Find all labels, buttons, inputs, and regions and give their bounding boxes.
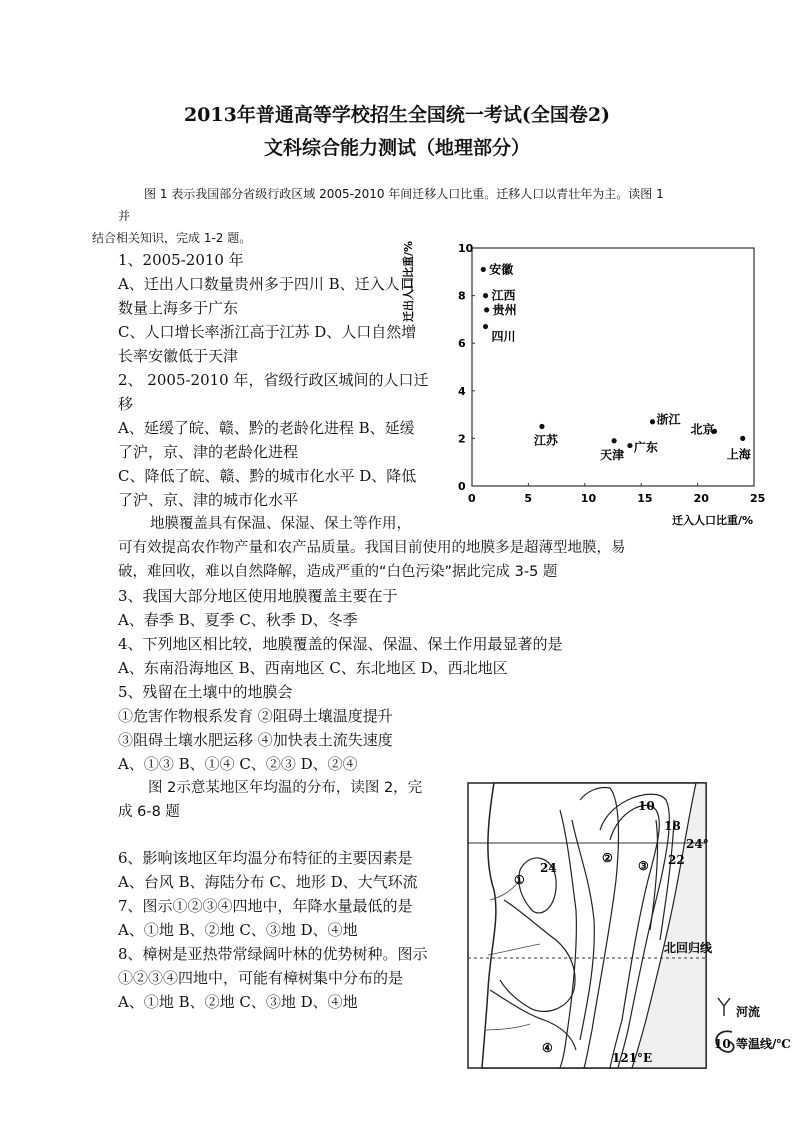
question-line: A、迁出人口数量贵州多于四川 B、迁入人口	[118, 275, 415, 293]
question-line: A、延缓了皖、赣、黔的老龄化进程 B、延缓	[118, 419, 415, 437]
point-label: 安徽	[489, 262, 514, 277]
x-tick-label: 10	[580, 492, 597, 505]
x-tick-label: 0	[468, 492, 476, 505]
x-tick-label: 25	[750, 492, 766, 505]
y-tick-label: 6	[458, 337, 466, 351]
iso-label-18: 18	[664, 819, 681, 833]
point-label: 浙江	[656, 412, 681, 427]
question-line: 2、 2005-2010 年，省级行政区城间的人口迁	[118, 371, 429, 389]
scatter-point	[483, 324, 488, 329]
iso-label-10: 10	[638, 799, 655, 813]
x-tick-label: 5	[524, 492, 533, 505]
legend-river-label: 河流	[736, 1005, 761, 1019]
question-line: ①危害作物根系发育 ②阻碍土壤温度提升	[118, 707, 393, 725]
question-line: 了沪、京、津的城市化水平	[118, 491, 299, 509]
place-3: ③	[638, 859, 649, 873]
y-tick-label: 10	[458, 242, 474, 255]
x-tick-label: 20	[693, 492, 709, 505]
place-4: ④	[542, 1041, 553, 1055]
question-line: A、①③ B、①④ C、②③ D、②④	[118, 755, 358, 773]
place-2: ②	[602, 851, 613, 865]
question-line: 6、影响该地区年均温分布特征的主要因素是	[118, 849, 413, 867]
longitude-label: 121°E	[612, 1051, 653, 1065]
river-legend-icon	[718, 998, 730, 1016]
scatter-point	[481, 267, 486, 272]
migration-scatter-chart	[402, 236, 766, 536]
question-line: C、降低了皖、赣、黔的城市化水平 D、降低	[118, 467, 417, 485]
y-tick-label: 2	[458, 432, 466, 446]
question-line: ③阻碍土壤水肥运移 ④加快表土流失速度	[118, 731, 393, 749]
map-legend	[714, 998, 791, 1052]
scatter-point	[740, 436, 745, 441]
question-line: A、①地 B、②地 C、③地 D、④地	[118, 921, 358, 939]
question-line: ①②③④四地中，可能有樟树集中分布的是	[118, 969, 404, 987]
question-line: 数量上海多于广东	[118, 299, 239, 317]
y-tick-label: 4	[458, 384, 466, 398]
tropic-label: 北回归线	[664, 941, 713, 955]
y-axis-label: 迁出人口比重/%	[402, 240, 415, 322]
place-1: ①	[514, 873, 525, 887]
point-label: 四川	[491, 329, 516, 344]
question-line: 4、下列地区相比较，地膜覆盖的保湿、保温、保土作用最显著的是	[118, 635, 563, 653]
point-label: 北京	[690, 422, 715, 437]
legend-iso-number: 10	[714, 1037, 731, 1051]
scatter-point	[483, 293, 488, 298]
point-label: 广东	[633, 440, 658, 455]
point-label: 上海	[726, 447, 751, 462]
x-tick-label: 15	[637, 492, 653, 505]
point-label: 江西	[491, 288, 516, 303]
isotherm-map	[460, 780, 790, 1072]
question-line: 7、图示①②③④四地中，年降水量最低的是	[118, 897, 413, 915]
point-label: 江苏	[533, 433, 558, 448]
question-line: 1、2005-2010 年	[118, 251, 244, 269]
scatter-point	[484, 307, 489, 312]
intro-paragraph: 图 1 表示我国部分省级行政区域 2005-2010 年间迁移人口比重。迁移人口以青壮年为主。读图 1 并 结合相关知识，完成 1-2 题。	[92, 187, 664, 245]
scatter-point	[612, 438, 617, 443]
question-line: 5、残留在土壤中的地膜会	[118, 683, 293, 701]
point-label: 天津	[600, 447, 625, 462]
y-tick-label: 0	[458, 480, 466, 493]
x-axis-label: 迁入人口比重/%	[672, 514, 754, 527]
scatter-point	[539, 424, 544, 429]
question-line: 移	[118, 395, 134, 413]
scatter-point	[650, 419, 655, 424]
question-line: 长率安徽低于天津	[118, 347, 239, 365]
iso-label-22: 22	[668, 853, 685, 867]
iso-label-24: 24	[540, 861, 557, 875]
page-subtitle: 文科综合能力测试（地理部分）	[263, 137, 530, 159]
latitude-label: 24°	[686, 837, 709, 851]
y-tick-label: 8	[458, 289, 466, 303]
point-label: 贵州	[492, 302, 517, 317]
question-line: A、春季 B、夏季 C、秋季 D、冬季	[118, 611, 358, 629]
question-line: A、①地 B、②地 C、③地 D、④地	[118, 993, 358, 1011]
question-line: C、人口增长率浙江高于江苏 D、人口自然增	[118, 323, 417, 341]
question-line: A、东南沿海地区 B、西南地区 C、东北地区 D、西北地区	[118, 659, 508, 677]
scatter-point	[627, 443, 632, 448]
question-line: 8、樟树是亚热带常绿阔叶林的优势树种。图示	[118, 945, 428, 963]
legend-iso-label: 等温线/℃	[736, 1037, 791, 1051]
question-line: A、台风 B、海陆分布 C、地形 D、大气环流	[118, 873, 418, 891]
question-line: 了沪，京、津的老龄化进程	[118, 443, 299, 461]
page-title: 2013年普通高等学校招生全国统一考试(全国卷2)	[183, 104, 611, 126]
question-line: 3、我国大部分地区使用地膜覆盖主要在于	[118, 587, 398, 605]
